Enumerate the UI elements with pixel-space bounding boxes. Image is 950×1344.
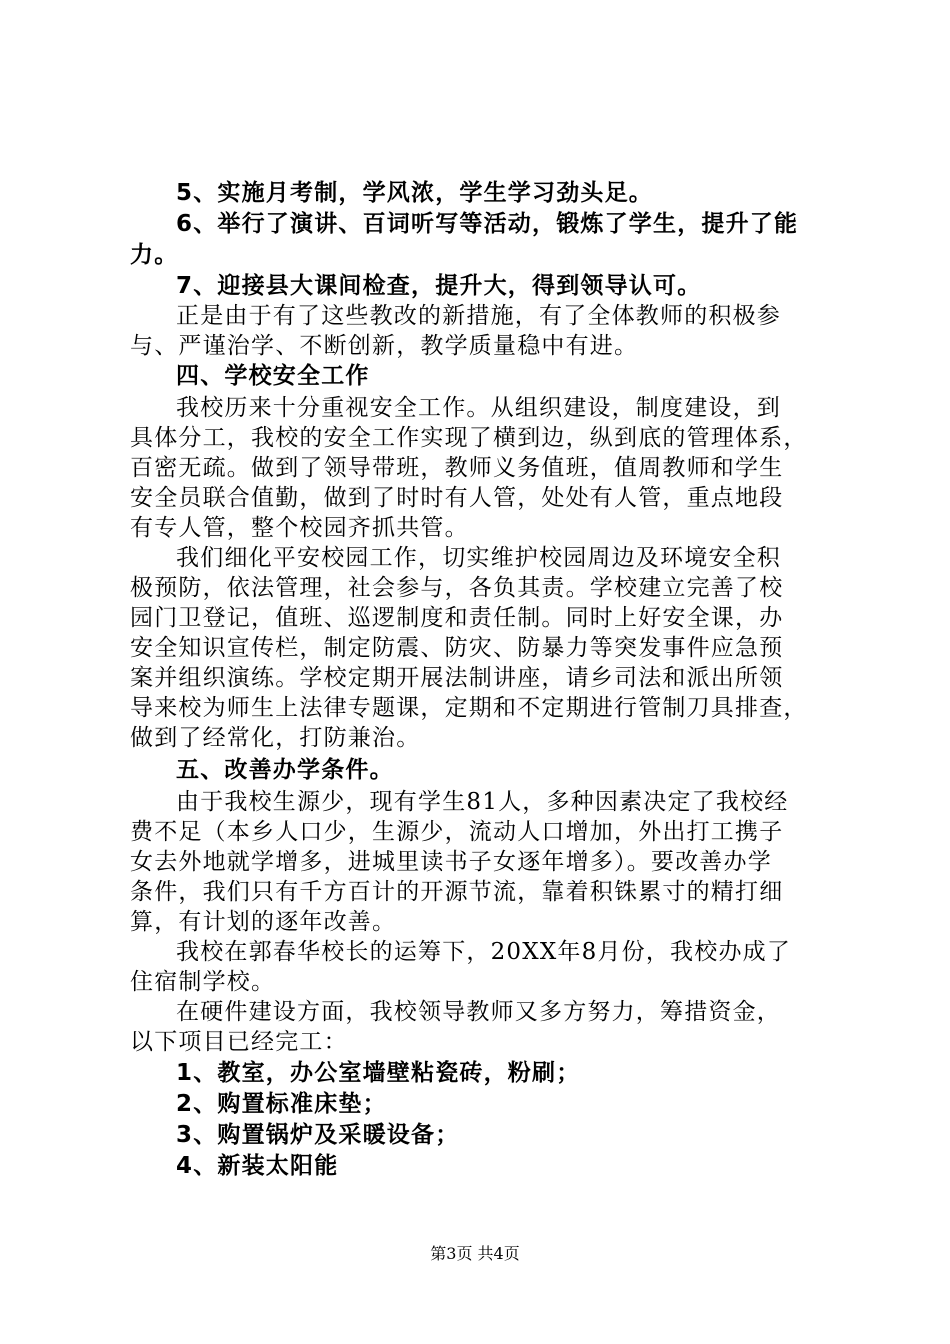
text-line: 我校在郭春华校长的运筹下，20XX年8月份，我校办成了 xyxy=(176,939,792,965)
text-line: 极预防，依法管理，社会参与，各负其责。学校建立完善了校 xyxy=(130,575,784,601)
text-line: 在硬件建设方面，我校领导教师又多方努力，筹措资金， xyxy=(176,999,781,1025)
text-line: 7、迎接县大课间检查，提升大，得到领导认可。 xyxy=(176,273,702,299)
text-line: 导来校为师生上法律专题课，定期和不定期进行管制刀具排查， xyxy=(130,695,808,721)
text-line: 我校历来十分重视安全工作。从组织建设，制度建设，到 xyxy=(176,395,781,421)
text-line: 安全知识宣传栏，制定防震、防灾、防暴力等突发事件应急预 xyxy=(130,635,784,661)
text-line: 百密无疏。做到了领导带班，教师义务值班，值周教师和学生 xyxy=(130,455,784,481)
text-line: 费不足（本乡人口少，生源少，流动人口增加，外出打工携子 xyxy=(130,819,784,845)
text-line: 条件，我们只有千方百计的开源节流，靠着积铢累寸的精打细 xyxy=(130,879,784,905)
text-line: 由于我校生源少，现有学生81人，多种因素决定了我校经 xyxy=(176,789,789,815)
section-heading: 五、改善办学条件。 xyxy=(176,757,394,783)
list-item: 3、购置锅炉及采暖设备； xyxy=(176,1122,460,1148)
text-line: 算，有计划的逐年改善。 xyxy=(130,909,397,935)
list-item: 2、购置标准床垫； xyxy=(176,1091,387,1117)
text-line: 案并组织演练。学校定期开展法制讲座，请乡司法和派出所领 xyxy=(130,665,784,691)
text-line: 以下项目已经完工： xyxy=(130,1029,348,1055)
text-line: 5、实施月考制，学风浓，学生学习劲头足。 xyxy=(176,180,654,206)
text-line: 具体分工，我校的安全工作实现了横到边，纵到底的管理体系， xyxy=(130,425,808,451)
list-item: 4、新装太阳能 xyxy=(176,1153,339,1179)
list-item: 1、教室，办公室墙壁粘瓷砖，粉刷； xyxy=(176,1060,581,1086)
text-line: 园门卫登记，值班、巡逻制度和责任制。同时上好安全课，办 xyxy=(130,605,784,631)
text-line: 与、严谨治学、不断创新，教学质量稳中有进。 xyxy=(130,333,639,359)
text-line: 做到了经常化，打防兼治。 xyxy=(130,725,421,751)
text-line: 正是由于有了这些教改的新措施，有了全体教师的积极参 xyxy=(176,303,781,329)
section-heading: 四、学校安全工作 xyxy=(176,363,370,389)
text-line: 安全员联合值勤，做到了时时有人管，处处有人管，重点地段 xyxy=(130,485,784,511)
text-line: 力。 xyxy=(130,242,179,268)
text-line: 住宿制学校。 xyxy=(130,969,276,995)
text-line: 有专人管，整个校园齐抓共管。 xyxy=(130,515,469,541)
text-line: 我们细化平安校园工作，切实维护校园周边及环境安全积 xyxy=(176,545,781,571)
page-footer: 第3页 共4页 xyxy=(430,1244,520,1263)
text-line: 女去外地就学增多，进城里读书子女逐年增多）。要改善办学 xyxy=(130,849,772,875)
text-line: 6、举行了演讲、百词听写等活动，锻炼了学生，提升了能 xyxy=(176,211,799,237)
